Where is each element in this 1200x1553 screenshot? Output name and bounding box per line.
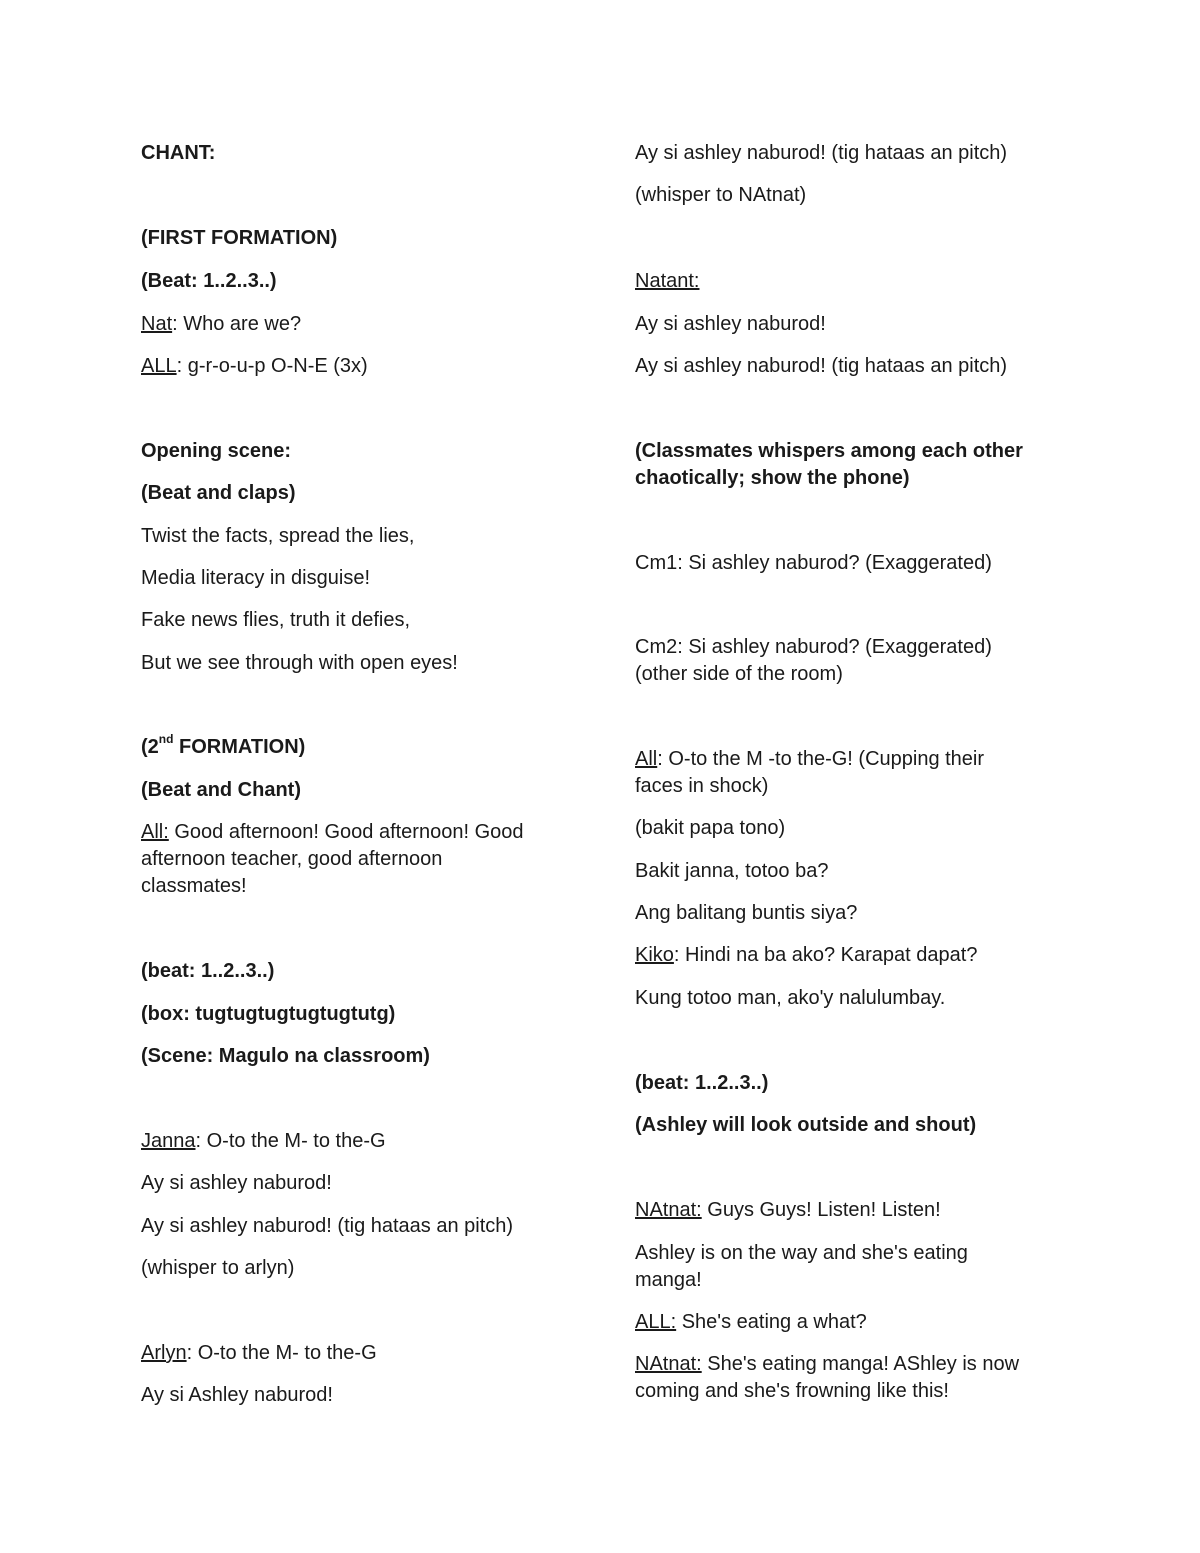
- stage-direction: (bakit papa tono): [635, 817, 786, 839]
- speaker-name: NAtnat:: [635, 1353, 702, 1375]
- dialogue-line-continuation: faces in shock): [635, 775, 769, 797]
- line-text: : O-to the M- to the-G: [195, 1130, 386, 1152]
- line-text: She's eating manga! AShley is now: [701, 1353, 1020, 1375]
- line-text: : Hindi na ba ako? Karapat dapat?: [673, 944, 978, 966]
- line-text: : O-to the M -to the-G! (Cupping their: [657, 748, 985, 770]
- dialogue-line: Ay si Ashley naburod!: [141, 1384, 333, 1406]
- dialogue-line: Ay si ashley naburod! (tig hataas an pitch): [141, 1215, 514, 1237]
- dialogue-line: Ang balitang buntis siya?: [635, 902, 858, 924]
- speaker-name: ALL:: [635, 1311, 677, 1333]
- chant-heading: CHANT:: [141, 142, 216, 164]
- speaker-name: Arlyn: [141, 1342, 187, 1364]
- lyric-line: Fake news flies, truth it defies,: [141, 609, 411, 631]
- stage-direction: (box: tugtugtugtugtugtutg): [141, 1003, 396, 1025]
- line-text: : Who are we?: [172, 313, 302, 335]
- dialogue-line: Ashley is on the way and she's eating: [635, 1242, 968, 1264]
- lyric-line: But we see through with open eyes!: [141, 652, 458, 674]
- line-text: Good afternoon! Good afternoon! Good: [168, 821, 524, 843]
- line-text: : O-to the M- to the-G: [186, 1342, 377, 1364]
- dialogue-line: Cm2: Si ashley naburod? (Exaggerated): [635, 636, 992, 658]
- scene-heading: (Scene: Magulo na classroom): [141, 1045, 430, 1067]
- speaker-name: All: [635, 748, 658, 770]
- dialogue-line: Bakit janna, totoo ba?: [635, 860, 829, 882]
- stage-direction: (Beat and claps): [141, 482, 296, 504]
- speaker-name: ALL: [141, 355, 177, 377]
- dialogue-line: Ay si ashley naburod!: [141, 1172, 332, 1194]
- beat-instruction: (Beat: 1..2..3..): [141, 270, 277, 292]
- dialogue-line: [635, 1197, 941, 1224]
- dialogue-line: Kung totoo man, ako'y nalulumbay.: [635, 987, 946, 1009]
- ordinal-suffix: nd: [158, 732, 174, 747]
- dialogue-line-continuation: manga!: [635, 1269, 702, 1291]
- stage-direction: (other side of the room): [635, 663, 843, 685]
- beat-instruction: (beat: 1..2..3..): [141, 960, 275, 982]
- dialogue-line-continuation: classmates!: [141, 875, 247, 897]
- speaker-name: Nat: [141, 313, 173, 335]
- speaker-name: Kiko: [635, 944, 674, 966]
- dialogue-line: [635, 746, 984, 773]
- dialogue-line-continuation: coming and she's frowning like this!: [635, 1380, 949, 1402]
- heading-text: (2: [141, 736, 159, 758]
- dialogue-line: Ay si ashley naburod! (tig hataas an pitch): [635, 355, 1008, 377]
- dialogue-line-continuation: afternoon teacher, good afternoon: [141, 848, 443, 870]
- stage-direction: (whisper to arlyn): [141, 1257, 295, 1279]
- lyric-line: Twist the facts, spread the lies,: [141, 525, 415, 547]
- dialogue-line: [635, 1309, 867, 1336]
- speaker-name: Natant:: [635, 270, 700, 292]
- dialogue-line: Ay si ashley naburod!: [635, 313, 826, 335]
- dialogue-line: Cm1: Si ashley naburod? (Exaggerated): [635, 552, 992, 574]
- heading-text: FORMATION): [173, 736, 306, 758]
- beat-instruction: (beat: 1..2..3..): [635, 1072, 769, 1094]
- stage-direction: chaotically; show the phone): [635, 467, 910, 489]
- dialogue-line: [635, 942, 977, 969]
- lyric-line: Media literacy in disguise!: [141, 567, 370, 589]
- stage-direction: (Classmates whispers among each other: [635, 440, 1023, 462]
- line-text: She's eating a what?: [676, 1311, 867, 1333]
- stage-direction: (Ashley will look outside and shout): [635, 1114, 977, 1136]
- opening-scene-heading: Opening scene:: [141, 440, 292, 462]
- first-formation-heading: (FIRST FORMATION): [141, 227, 338, 249]
- dialogue-line: Ay si ashley naburod! (tig hataas an pitch): [635, 142, 1008, 164]
- line-text: Guys Guys! Listen! Listen!: [701, 1199, 941, 1221]
- dialogue-line: [635, 1351, 1019, 1378]
- speaker-name: Janna: [141, 1130, 196, 1152]
- line-text: : g-r-o-u-p O-N-E (3x): [176, 355, 368, 377]
- speaker-name: NAtnat:: [635, 1199, 702, 1221]
- speaker-name: All:: [141, 821, 169, 843]
- stage-direction: (whisper to NAtnat): [635, 184, 807, 206]
- stage-direction: (Beat and Chant): [141, 779, 301, 801]
